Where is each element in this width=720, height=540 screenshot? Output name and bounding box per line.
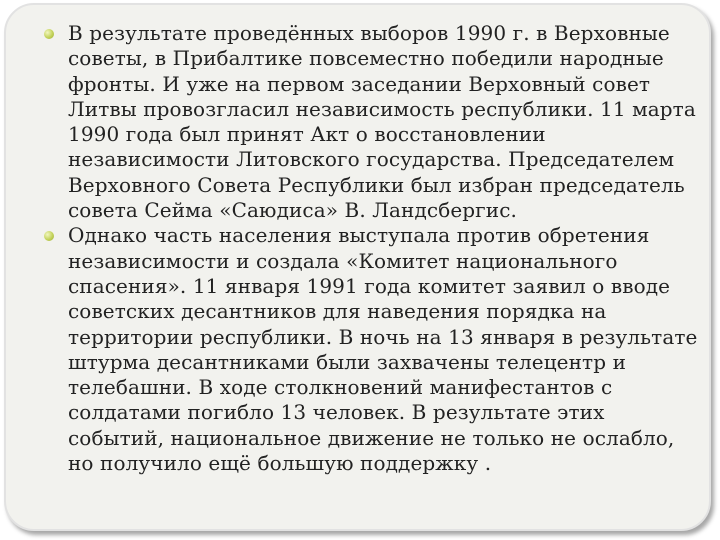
bullet-text: В результате проведённых выборов 1990 г. в Верховные советы, в Прибалтике повсеместно победили народные фронты. И уже на первом заседании Верховный совет Литвы провозгласил независимость республики. 11 марта 1990 года был принят Акт о восстановлении независимости Литовского государства. Председателем Верховного Совета Республики был избран председатель совета Сейма «Саюдиса» В. Ландсбергис. xyxy=(68,21,696,223)
bullet-item xyxy=(44,21,704,223)
bullet-icon xyxy=(44,231,54,241)
slide-content xyxy=(44,21,704,476)
slide-frame xyxy=(4,3,711,531)
bullet-item xyxy=(44,223,704,476)
bullet-text: Однако часть населения выступала против обретения независимости и создала «Комитет национального спасения». 11 января 1991 года комитет заявил о вводе советских десантников для наведения порядка на территории республики. В ночь на 13 января в результате штурма десантниками были захвачены телецентр и телебашни. В ходе столкновений манифестантов с солдатами погибло 13 человек. В результате этих событий, национальное движение не только не ослабло, но получило ещё большую поддержку . xyxy=(68,223,698,476)
bullet-icon xyxy=(44,29,54,39)
